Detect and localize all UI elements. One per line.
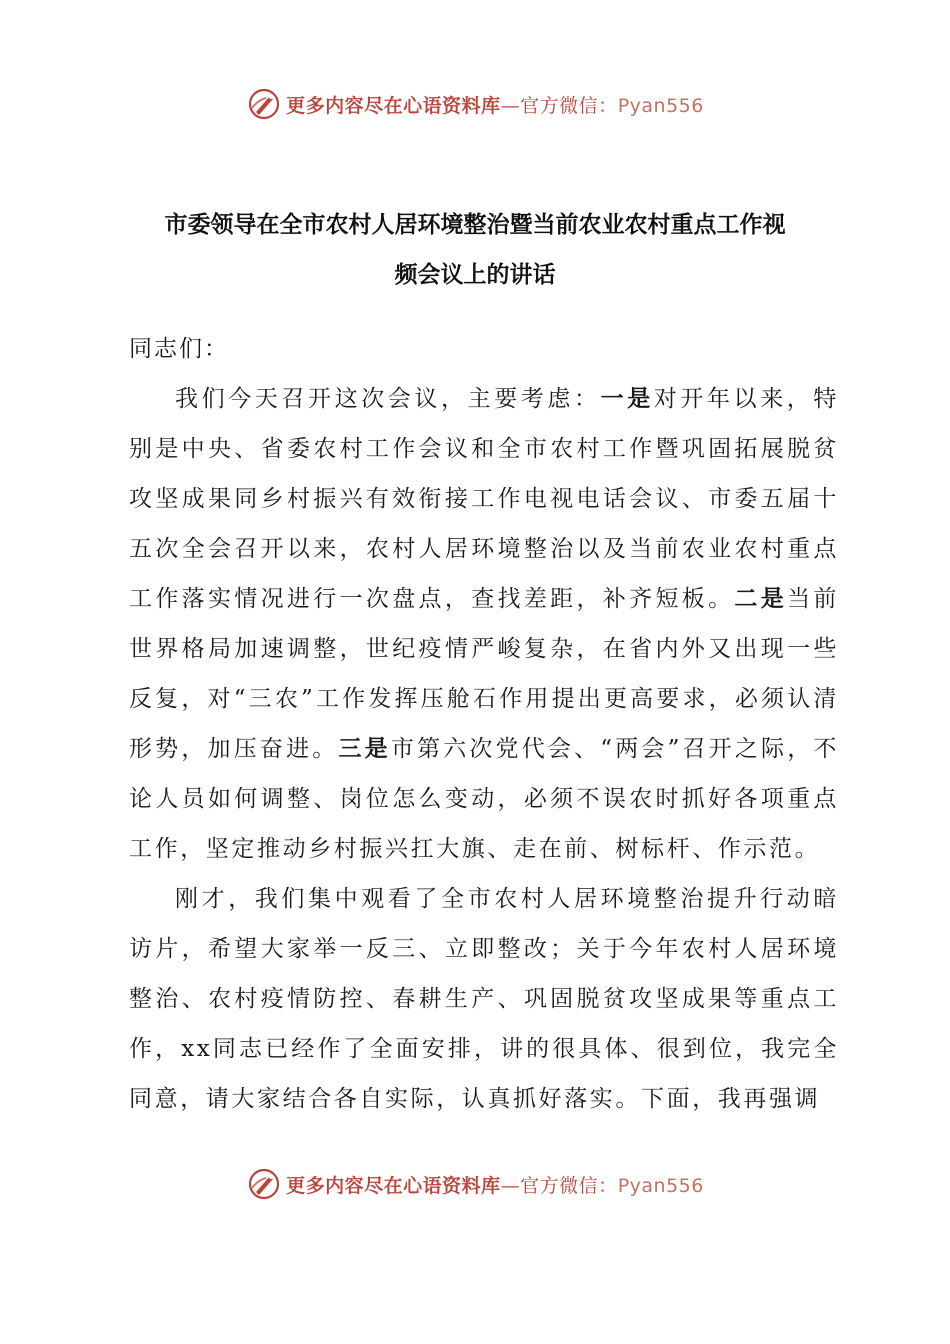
document-body: [129, 324, 839, 1124]
banner-text: [286, 91, 704, 118]
header-banner: [0, 82, 950, 126]
p1-text-4: 市第六次党代会、“两会”召开之际，不论人员如何调整、岗位怎么变动，必须不误农时抓好各项重点工作，坚定推动乡村振兴扛大旗、走在前、树标杆、作示范。: [129, 736, 840, 862]
greeting: 同志们：: [129, 336, 229, 362]
banner-wechat-id: Pyan556: [617, 1174, 704, 1197]
banner-lead: 更多内容尽在心语资料库: [286, 1174, 501, 1197]
document-title: [0, 200, 950, 300]
footer-banner: [0, 1162, 950, 1206]
banner-lead: 更多内容尽在心语资料库: [286, 94, 501, 117]
p1-keyword-2: 二是: [734, 586, 788, 612]
p1-text-3: 当前世界格局加速调整，世纪疫情严峻复杂，在省内外又出现一些反复，对“三农”工作发挥压舱石作用提出更高要求，必须认清形势，加压奋进。: [129, 586, 840, 762]
banner-separator: —: [500, 94, 521, 117]
pen-logo-icon: [246, 86, 282, 122]
p1-text-1: 我们今天召开这次会议，主要考虑：: [175, 386, 601, 412]
p1-text-2: 对开年以来，特别是中央、省委农村工作会议和全市农村工作暨巩固拓展脱贫攻坚成果同乡村振兴有效衔接工作电视电话会议、市委五届十五次全会召开以来，农村人居环境整治以及当前农业农村重点工作落实情况进行一次盘点，查找差距，补齐短板。: [129, 386, 839, 612]
banner-wechat-label: 官方微信：: [520, 94, 618, 117]
banner-separator: —: [500, 1174, 521, 1197]
banner-wechat-label: 官方微信：: [520, 1174, 618, 1197]
pen-logo-icon: [246, 1166, 282, 1202]
paragraph-1: [129, 374, 839, 874]
banner-text: [286, 1171, 704, 1198]
title-line-2: 频会议上的讲话: [394, 262, 556, 288]
banner-wechat-id: Pyan556: [617, 94, 704, 117]
p1-keyword-3: 三是: [338, 736, 391, 762]
title-line-1: 市委领导在全市农村人居环境整治暨当前农业农村重点工作视: [164, 212, 786, 238]
paragraph-2: 刚才，我们集中观看了全市农村人居环境整治提升行动暗访片，希望大家举一反三、立即整改；关于今年农村人居环境整治、农村疫情防控、春耕生产、巩固脱贫攻坚成果等重点工作，xx同志已经作了全面安排，讲的很具体、很到位，我完全同意，请大家结合各自实际，认真抓好落实。下面，我再强调: [129, 886, 839, 1112]
p1-keyword-1: 一是: [600, 386, 654, 412]
